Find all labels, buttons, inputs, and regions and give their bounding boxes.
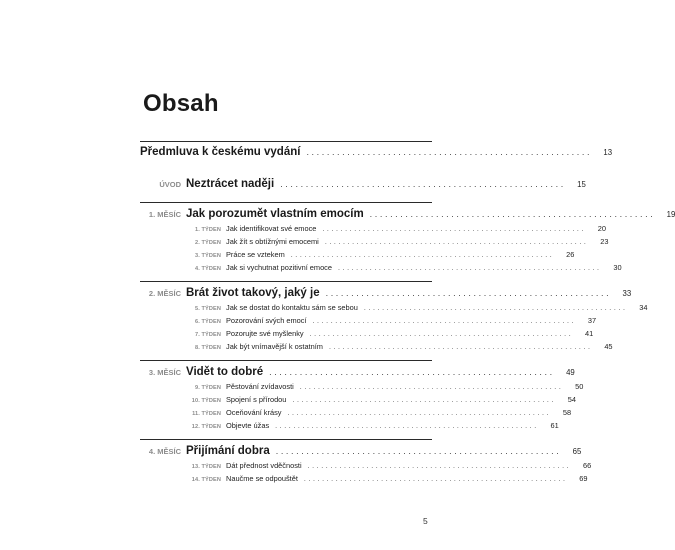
dot-leader: ........................................................ <box>269 367 555 377</box>
toc-entry-preface <box>140 146 613 158</box>
item-title: Pozorujte své myšlenky <box>226 329 304 338</box>
dot-leader: .......................................................... <box>312 318 577 325</box>
section-label: 2. MĚSÍC <box>148 289 181 298</box>
item-label: 6. TÝDEN <box>195 319 221 325</box>
toc-item <box>140 474 588 483</box>
divider <box>140 202 432 203</box>
item-page: 30 <box>613 263 622 272</box>
toc-item <box>140 342 613 351</box>
item-label: 8. TÝDEN <box>195 345 221 351</box>
dot-leader: .......................................................... <box>337 265 602 272</box>
item-title: Práce se vztekem <box>226 250 285 259</box>
toc-section-2 <box>140 287 632 299</box>
item-page: 41 <box>585 329 594 338</box>
item-title: Jak být vnímavější k ostatním <box>226 342 323 351</box>
item-label: 13. TÝDEN <box>191 464 221 470</box>
item-label: 14. TÝDEN <box>191 477 221 483</box>
toc-item <box>140 316 597 325</box>
toc-item <box>140 224 606 233</box>
dot-leader: .......................................................... <box>290 252 555 259</box>
item-page: 26 <box>566 250 575 259</box>
toc-item <box>140 395 577 404</box>
dot-leader: .......................................................... <box>309 331 574 338</box>
page-title: Obsah <box>143 90 219 117</box>
dot-leader: .......................................................... <box>324 239 589 246</box>
item-title: Dát přednost vděčnosti <box>226 461 302 470</box>
section-page: 49 <box>566 368 575 377</box>
divider <box>140 281 432 282</box>
item-label: 11. TÝDEN <box>192 411 221 417</box>
dot-leader: ........................................................ <box>275 446 562 456</box>
dot-leader: .......................................................... <box>287 410 552 417</box>
toc-section-4 <box>140 445 582 457</box>
toc-section-1 <box>140 208 675 220</box>
item-label: 2. TÝDEN <box>195 240 221 246</box>
entry-title: Neztrácet naději <box>186 178 275 190</box>
item-label: 4. TÝDEN <box>195 266 221 272</box>
item-title: Pozorování svých emocí <box>226 316 307 325</box>
divider <box>140 360 432 361</box>
item-label: 5. TÝDEN <box>195 306 221 312</box>
item-page: 58 <box>562 408 572 417</box>
toc-item <box>140 250 575 259</box>
item-page: 61 <box>550 421 559 430</box>
divider <box>140 439 432 440</box>
section-label: 4. MĚSÍC <box>148 447 181 456</box>
item-page: 69 <box>579 474 588 483</box>
entry-title: Předmluva k českému vydání <box>140 146 301 158</box>
entry-page: 15 <box>577 180 586 189</box>
dot-leader: .......................................................... <box>363 305 628 312</box>
item-page: 34 <box>639 303 648 312</box>
section-label: 3. MĚSÍC <box>148 368 181 377</box>
item-title: Pěstování zvídavosti <box>226 382 294 391</box>
page-number: 5 <box>423 516 428 526</box>
section-page: 19 <box>666 210 675 219</box>
item-title: Spojení s přírodou <box>226 395 287 404</box>
toc-item <box>140 382 584 391</box>
item-title: Naučme se odpouštět <box>226 474 298 483</box>
dot-leader: ........................................................ <box>280 179 566 189</box>
dot-leader: .......................................................... <box>328 344 593 351</box>
section-title: Vidět to dobré <box>186 366 264 378</box>
section-title: Jak porozumět vlastním emocím <box>186 208 364 220</box>
toc-item <box>140 263 622 272</box>
item-label: 12. TÝDEN <box>191 424 221 430</box>
dot-leader: .......................................................... <box>322 226 586 233</box>
toc-section-3 <box>140 366 575 378</box>
item-label: 1. TÝDEN <box>195 227 221 233</box>
dot-leader: ........................................................ <box>369 209 656 219</box>
item-label: 9. TÝDEN <box>195 385 221 391</box>
item-title: Jak identifikovat své emoce <box>226 224 317 233</box>
section-label: 1. MĚSÍC <box>148 210 181 219</box>
dot-leader: .......................................................... <box>307 463 572 470</box>
section-title: Brát život takový, jaký je <box>186 287 320 299</box>
item-title: Jak se dostat do kontaktu sám se sebou <box>226 303 358 312</box>
toc-entry-intro <box>140 178 586 190</box>
toc-item <box>140 303 648 312</box>
section-title: Přijímání dobra <box>186 445 270 457</box>
item-title: Jak si vychutnat pozitivní emoce <box>226 263 332 272</box>
item-label: 10. TÝDEN <box>191 398 221 404</box>
item-page: 50 <box>575 382 584 391</box>
toc-item <box>140 461 592 470</box>
dot-leader: .......................................................... <box>299 384 564 391</box>
toc-item <box>140 408 572 417</box>
item-label: 7. TÝDEN <box>195 332 221 338</box>
item-page: 54 <box>567 395 577 404</box>
section-page: 33 <box>622 289 632 298</box>
section-page: 65 <box>572 447 582 456</box>
dot-leader: ........................................................ <box>306 147 593 157</box>
divider <box>140 141 432 142</box>
toc-item <box>140 237 609 246</box>
entry-page: 13 <box>603 148 613 157</box>
item-page: 20 <box>597 224 606 233</box>
item-title: Oceňování krásy <box>226 408 282 417</box>
item-page: 37 <box>587 316 597 325</box>
dot-leader: ........................................................ <box>325 288 612 298</box>
entry-label: ÚVOD <box>159 180 181 189</box>
toc-item <box>140 329 594 338</box>
item-label: 3. TÝDEN <box>195 253 221 259</box>
dot-leader: .......................................................... <box>275 423 539 430</box>
item-page: 23 <box>600 237 609 246</box>
dot-leader: .......................................................... <box>303 476 568 483</box>
item-page: 66 <box>582 461 592 470</box>
toc-item <box>140 421 559 430</box>
dot-leader: .......................................................... <box>292 397 557 404</box>
item-page: 45 <box>604 342 613 351</box>
item-title: Jak žít s obtížnými emocemi <box>226 237 319 246</box>
item-title: Objevte úžas <box>226 421 270 430</box>
